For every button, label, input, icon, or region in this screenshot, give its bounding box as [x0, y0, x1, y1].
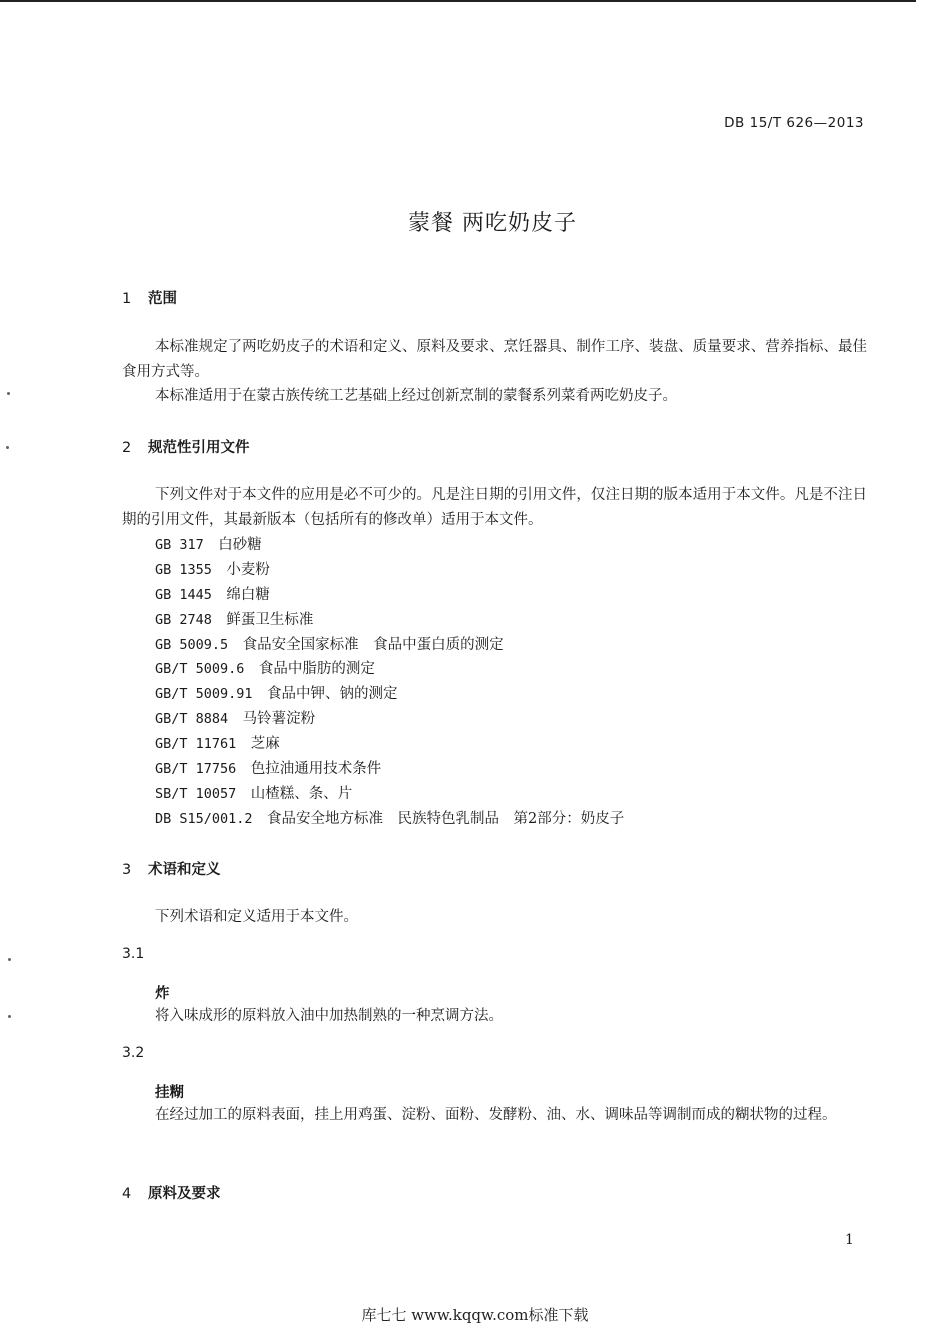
- download-footer: 库七七 www.kqqw.com标准下载: [361, 1306, 589, 1324]
- term-title: 挂糊: [155, 1085, 184, 1101]
- term-definition: 在经过加工的原料表面，挂上用鸡蛋、淀粉、面粉、发酵粉、油、水、调味品等调制而成的糊状物的过程。: [155, 1107, 837, 1123]
- reference-name: 马铃薯淀粉: [242, 711, 316, 728]
- reference-name: 食品中脂肪的测定: [258, 661, 375, 678]
- scope-paragraph-1: 本标准规定了两吃奶皮子的术语和定义、原料及要求、烹饪器具、制作工序、装盘、质量要求、营养指标、最佳食用方式等。: [122, 339, 867, 380]
- standard-code: DB 15/T 626—2013: [724, 115, 864, 131]
- reference-name: 食品安全国家标准 食品中蛋白质的测定: [242, 636, 504, 653]
- document-title: 蒙餐 两吃奶皮子: [408, 211, 577, 236]
- reference-item: [155, 633, 624, 658]
- reference-item: [155, 807, 624, 832]
- scope-paragraph-2: 本标准适用于在蒙古族传统工艺基础上经过创新烹制的蒙餐系列菜肴两吃奶皮子。: [155, 388, 677, 404]
- reference-list: [155, 533, 624, 832]
- reference-name: 鲜蛋卫生标准: [226, 611, 314, 628]
- scan-speck: [8, 1015, 11, 1018]
- reference-code: GB 317: [155, 537, 204, 553]
- term-title: 炸: [155, 986, 170, 1002]
- reference-name: 白砂糖: [218, 537, 262, 553]
- reference-name: 色拉油通用技术条件: [250, 761, 382, 778]
- reference-code: DB S15/001.2: [155, 810, 253, 827]
- section-title: 术语和定义: [148, 862, 221, 878]
- references-intro: 下列文件对于本文件的应用是必不可少的。凡是注日期的引用文件，仅注日期的版本适用于本文件。凡是不注日期的引用文件，其最新版本（包括所有的修改单）适用于本文件。: [122, 487, 867, 528]
- clause-number: 3.1: [122, 946, 145, 962]
- reference-code: GB 1445: [155, 586, 212, 603]
- reference-code: GB 5009.5: [155, 636, 229, 653]
- top-rule: [0, 0, 916, 2]
- scan-speck: [6, 446, 9, 449]
- reference-item: [155, 558, 624, 583]
- term-definition: 将入味成形的原料放入油中加热制熟的一种烹调方法。: [155, 1008, 503, 1024]
- reference-item: [155, 583, 624, 608]
- reference-item: [155, 707, 624, 732]
- reference-item: [155, 657, 624, 682]
- reference-code: GB/T 11761: [155, 736, 237, 753]
- reference-code: SB/T 10057: [155, 785, 237, 802]
- section-title: 原料及要求: [148, 1186, 221, 1202]
- reference-item: [155, 682, 624, 707]
- reference-item: [155, 608, 624, 633]
- scan-speck: [8, 958, 11, 961]
- terms-intro: 下列术语和定义适用于本文件。: [155, 909, 358, 925]
- reference-item: [155, 782, 624, 807]
- section-3-heading: [122, 858, 221, 879]
- reference-code: GB 2748: [155, 611, 212, 628]
- clause-number: 3.2: [122, 1045, 145, 1061]
- section-number: 3: [122, 862, 132, 878]
- section-4-heading: [122, 1182, 221, 1203]
- reference-code: GB 1355: [155, 561, 212, 578]
- reference-code: GB/T 5009.91: [155, 686, 253, 703]
- reference-item: [155, 757, 624, 782]
- section-title: 规范性引用文件: [148, 440, 250, 456]
- reference-item: [155, 732, 624, 757]
- section-number: 2: [122, 440, 132, 456]
- section-1-heading: [122, 287, 177, 308]
- reference-name: 食品安全地方标准 民族特色乳制品 第2部分：奶皮子: [267, 810, 625, 827]
- section-title: 范围: [148, 291, 177, 307]
- reference-name: 山楂糕、条、片: [250, 785, 353, 802]
- reference-name: 小麦粉: [226, 561, 270, 578]
- reference-code: GB/T 5009.6: [155, 661, 245, 678]
- reference-name: 食品中钾、钠的测定: [267, 686, 398, 703]
- section-number: 1: [122, 291, 132, 307]
- scan-speck: [7, 392, 10, 395]
- reference-name: 芝麻: [250, 736, 280, 753]
- reference-code: GB/T 8884: [155, 711, 229, 728]
- section-number: 4: [122, 1186, 132, 1202]
- reference-name: 绵白糖: [226, 586, 270, 603]
- reference-code: GB/T 17756: [155, 761, 237, 778]
- section-2-heading: [122, 436, 250, 457]
- reference-item: [155, 533, 624, 558]
- page-number: 1: [845, 1232, 854, 1248]
